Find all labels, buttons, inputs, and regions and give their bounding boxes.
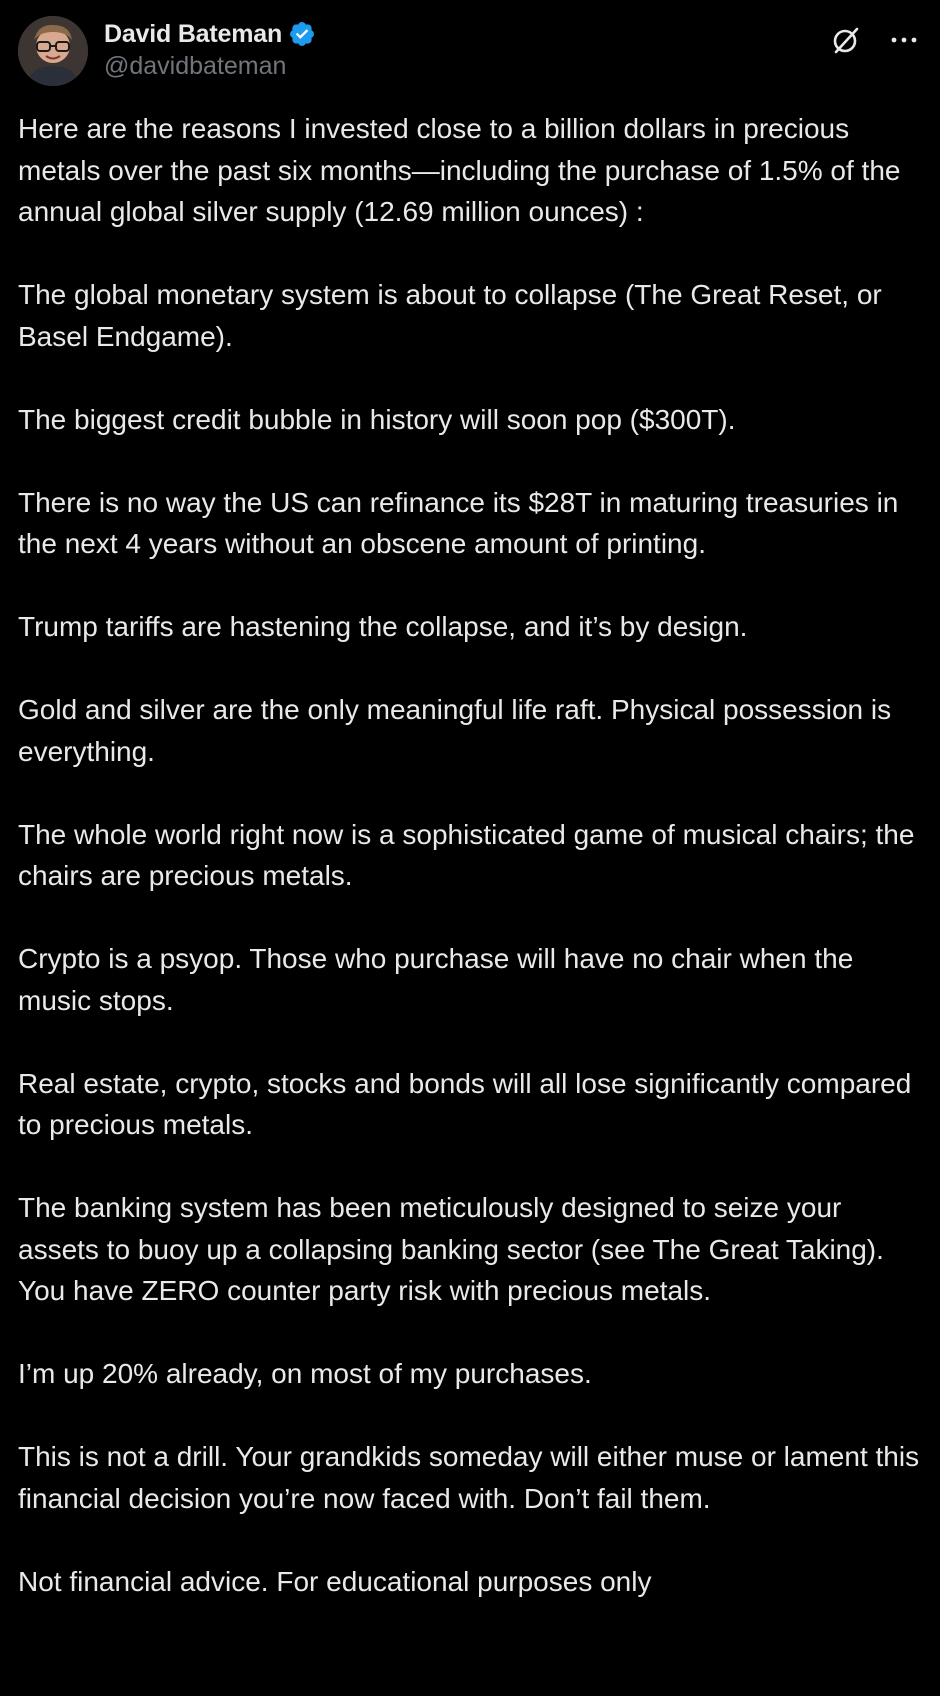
post-paragraph: This is not a drill. Your grandkids someday will either muse or lament this financial decision you’re now faced with. Don’t fail them.	[18, 1441, 920, 1514]
handle[interactable]: @davidbateman	[104, 52, 287, 80]
post-paragraph: Gold and silver are the only meaningful life raft. Physical possession is everything.	[18, 694, 892, 767]
post-paragraph: The global monetary system is about to collapse (The Great Reset, or Basel Endgame).	[18, 279, 882, 352]
post-paragraph: There is no way the US can refinance its $28T in maturing treasuries in the next 4 years without an obscene amount of printing.	[18, 486, 899, 559]
post-header	[18, 16, 922, 86]
verified-badge-icon[interactable]	[288, 20, 316, 48]
post-paragraph: Here are the reasons I invested close to a billion dollars in precious metals over the past six months—including the purchase of 1.5% of the annual global silver supply (12.69 million ounces) :	[18, 113, 901, 227]
post-paragraph: Crypto is a psyop. Those who purchase will have no chair when the music stops.	[18, 943, 854, 1016]
post-paragraph: The whole world right now is a sophisticated game of musical chairs; the chairs are precious metals.	[18, 818, 915, 891]
avatar-image	[18, 16, 88, 86]
display-name[interactable]: David Bateman	[104, 19, 283, 48]
post-paragraph: The biggest credit bubble in history will soon pop ($300T).	[18, 403, 736, 435]
grok-button[interactable]	[828, 22, 864, 58]
post-paragraph: Trump tariffs are hastening the collapse, and it’s by design.	[18, 611, 748, 642]
post-paragraph: Real estate, crypto, stocks and bonds will all lose significantly compared to precious metals.	[18, 1067, 912, 1140]
grok-icon	[831, 25, 861, 55]
more-options-button[interactable]	[886, 22, 922, 58]
post-paragraph: Not financial advice. For educational purposes only	[18, 1565, 652, 1597]
post-paragraph: I’m up 20% already, on most of my purchases.	[18, 1358, 592, 1389]
author-names	[104, 18, 316, 81]
post-paragraph: The banking system has been meticulously designed to seize your assets to buoy up a collapsing banking sector (see The Great Taking). You have ZERO counter party risk with precious metals.	[18, 1192, 884, 1306]
more-options-icon	[890, 36, 918, 44]
display-name-row	[104, 18, 316, 50]
post-text	[18, 108, 920, 1602]
avatar[interactable]	[18, 16, 88, 86]
